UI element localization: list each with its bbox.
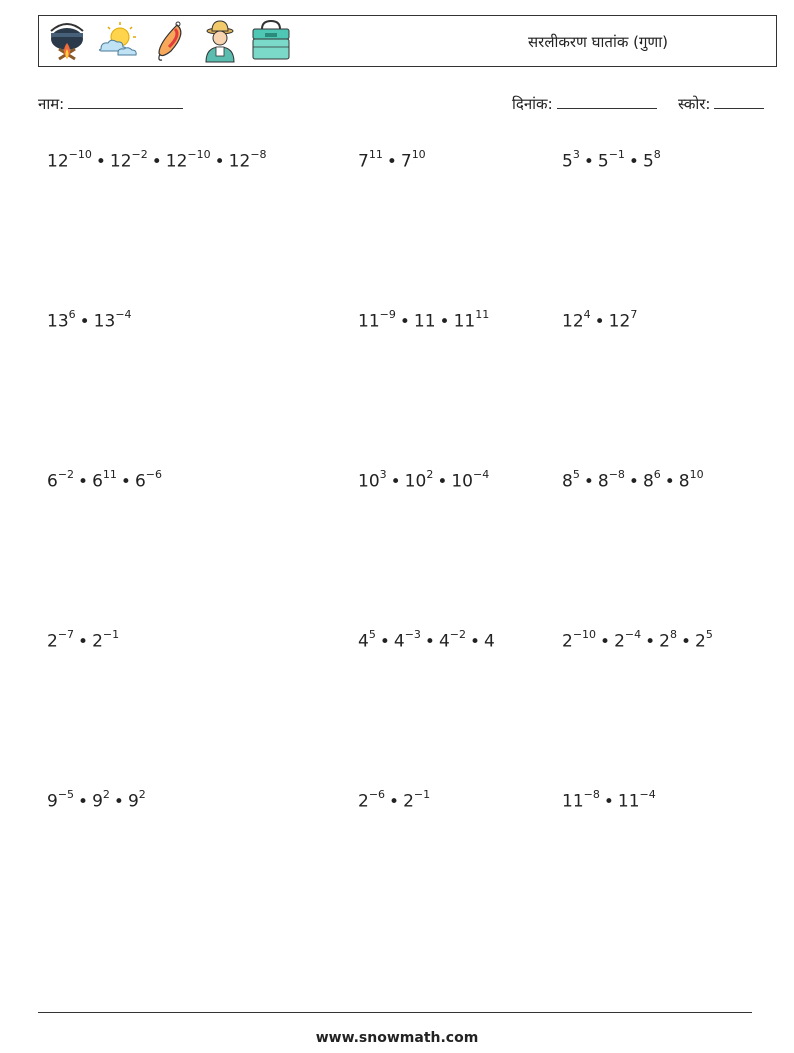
problem-3: [562, 150, 661, 172]
problem-12: [562, 630, 713, 652]
problem-14: [358, 790, 430, 812]
term-base: 10: [358, 471, 380, 492]
term-exponent: −2: [57, 468, 75, 481]
problem-2: [358, 150, 426, 172]
problem-11: [358, 630, 495, 652]
term-exponent: 3: [379, 468, 387, 481]
term-exponent: −4: [624, 628, 642, 641]
term-base: 6: [92, 471, 103, 492]
term-base: 4: [393, 631, 405, 652]
term-exponent: −4: [115, 308, 132, 321]
date-blank[interactable]: [557, 94, 657, 109]
multiply-operator: •: [603, 791, 614, 812]
term-exponent: 5: [572, 468, 580, 481]
term-base: 2: [695, 631, 706, 652]
problem-15: [562, 790, 656, 812]
multiply-operator: •: [386, 151, 397, 172]
term-base: 11: [562, 791, 584, 812]
name-label: नाम:: [38, 95, 65, 113]
term-exponent: −4: [639, 788, 656, 801]
cooler-box-icon: [249, 19, 293, 63]
term-base: 4: [358, 631, 369, 652]
multiply-operator: •: [664, 471, 675, 492]
term-exponent: 4: [583, 308, 591, 321]
multiply-operator: •: [628, 151, 639, 172]
term-base: 7: [358, 151, 369, 172]
multiply-operator: •: [439, 311, 450, 332]
date-field: [512, 94, 657, 114]
multiply-operator: •: [680, 631, 692, 652]
problem-9: [562, 470, 704, 492]
multiply-operator: •: [469, 631, 481, 652]
term-exponent: 10: [411, 148, 426, 161]
term-base: 2: [47, 631, 58, 652]
sun-cloud-icon: [96, 19, 140, 63]
term-base: 12: [47, 151, 69, 172]
campfire-cooking-pot-icon: [45, 19, 89, 63]
fishing-lure-icon: [147, 19, 191, 63]
score-field: [678, 94, 764, 114]
term-exponent: −1: [608, 148, 625, 161]
worksheet-title: सरलीकरण घातांक (गुणा): [528, 33, 668, 51]
term-exponent: −8: [583, 788, 600, 801]
term-base: 7: [400, 151, 412, 172]
term-exponent: 6: [653, 468, 661, 481]
term-exponent: −5: [57, 788, 75, 801]
term-exponent: −8: [250, 148, 267, 161]
problem-1: [47, 150, 267, 172]
term-base: 9: [92, 791, 103, 812]
term-base: 2: [92, 631, 103, 652]
footer-website: www.snowmath.com: [315, 1030, 479, 1046]
term-exponent: 8: [669, 628, 677, 641]
header-icons: [45, 19, 293, 63]
term-base: 9: [47, 791, 58, 812]
term-base: 13: [47, 311, 69, 332]
footer-divider: [38, 1012, 752, 1013]
term-base: 5: [642, 151, 654, 172]
term-base: 11: [358, 311, 380, 332]
term-base: 8: [678, 471, 690, 492]
term-base: 12: [562, 311, 584, 332]
problem-4: [47, 310, 132, 332]
worksheet-header: [38, 15, 777, 67]
term-base: 11: [413, 311, 436, 332]
multiply-operator: •: [214, 151, 225, 172]
problem-10: [47, 630, 119, 652]
term-base: 2: [403, 791, 414, 812]
term-exponent: −3: [404, 628, 421, 641]
term-base: 10: [404, 471, 427, 492]
multiply-operator: •: [594, 311, 605, 332]
term-base: 8: [597, 471, 609, 492]
problem-13: [47, 790, 146, 812]
multiply-operator: •: [437, 471, 448, 492]
term-exponent: 2: [102, 788, 110, 801]
multiply-operator: •: [583, 151, 594, 172]
term-base: 2: [659, 631, 670, 652]
multiply-operator: •: [600, 631, 611, 652]
term-exponent: −9: [379, 308, 396, 321]
term-base: 10: [451, 471, 473, 492]
term-base: 9: [127, 791, 139, 812]
term-exponent: 5: [705, 628, 713, 641]
term-exponent: 10: [689, 468, 704, 481]
term-base: 6: [134, 471, 146, 492]
term-base: 12: [165, 151, 188, 172]
term-base: 12: [109, 151, 132, 172]
term-exponent: −10: [187, 148, 211, 161]
term-base: 4: [438, 631, 450, 652]
multiply-operator: •: [583, 471, 594, 492]
explorer-person-icon: [198, 19, 242, 63]
term-exponent: 11: [475, 308, 490, 321]
problem-6: [562, 310, 637, 332]
problem-8: [358, 470, 489, 492]
term-base: 5: [597, 151, 609, 172]
term-base: 8: [562, 471, 573, 492]
score-blank[interactable]: [714, 94, 764, 109]
term-base: 11: [453, 311, 476, 332]
problem-5: [358, 310, 489, 332]
term-base: 12: [608, 311, 631, 332]
multiply-operator: •: [79, 311, 90, 332]
term-exponent: −6: [368, 788, 386, 801]
term-base: 4: [484, 631, 495, 652]
term-exponent: −1: [102, 628, 120, 641]
term-base: 2: [614, 631, 625, 652]
multiply-operator: •: [113, 791, 124, 812]
term-base: 8: [642, 471, 654, 492]
multiply-operator: •: [95, 151, 106, 172]
term-exponent: −2: [449, 628, 466, 641]
term-exponent: 8: [653, 148, 661, 161]
term-exponent: −10: [572, 628, 597, 641]
score-label: स्कोर:: [678, 95, 711, 113]
term-exponent: 6: [68, 308, 76, 321]
term-exponent: −6: [145, 468, 162, 481]
term-base: 6: [47, 471, 58, 492]
term-exponent: 2: [426, 468, 434, 481]
term-exponent: 2: [138, 788, 146, 801]
term-exponent: −10: [68, 148, 92, 161]
multiply-operator: •: [78, 791, 89, 812]
term-exponent: −7: [57, 628, 75, 641]
multiply-operator: •: [379, 631, 390, 652]
term-base: 12: [228, 151, 251, 172]
name-blank[interactable]: [68, 94, 183, 109]
name-field: [38, 94, 183, 114]
multiply-operator: •: [399, 311, 410, 332]
term-exponent: −2: [131, 148, 148, 161]
problem-7: [47, 470, 162, 492]
term-exponent: −4: [472, 468, 490, 481]
multiply-operator: •: [389, 791, 400, 812]
multiply-operator: •: [78, 631, 89, 652]
multiply-operator: •: [151, 151, 162, 172]
multiply-operator: •: [424, 631, 435, 652]
term-base: 11: [617, 791, 640, 812]
date-label: दिनांक:: [512, 95, 553, 113]
multiply-operator: •: [645, 631, 656, 652]
term-base: 13: [93, 311, 116, 332]
term-exponent: −1: [413, 788, 431, 801]
term-exponent: 11: [102, 468, 117, 481]
multiply-operator: •: [628, 471, 639, 492]
term-exponent: 3: [572, 148, 580, 161]
term-base: 5: [562, 151, 573, 172]
term-exponent: 7: [630, 308, 638, 321]
term-exponent: 11: [368, 148, 383, 161]
term-exponent: −8: [608, 468, 625, 481]
multiply-operator: •: [78, 471, 89, 492]
term-base: 2: [358, 791, 369, 812]
term-base: 2: [562, 631, 573, 652]
term-exponent: 5: [368, 628, 376, 641]
multiply-operator: •: [120, 471, 131, 492]
multiply-operator: •: [390, 471, 401, 492]
